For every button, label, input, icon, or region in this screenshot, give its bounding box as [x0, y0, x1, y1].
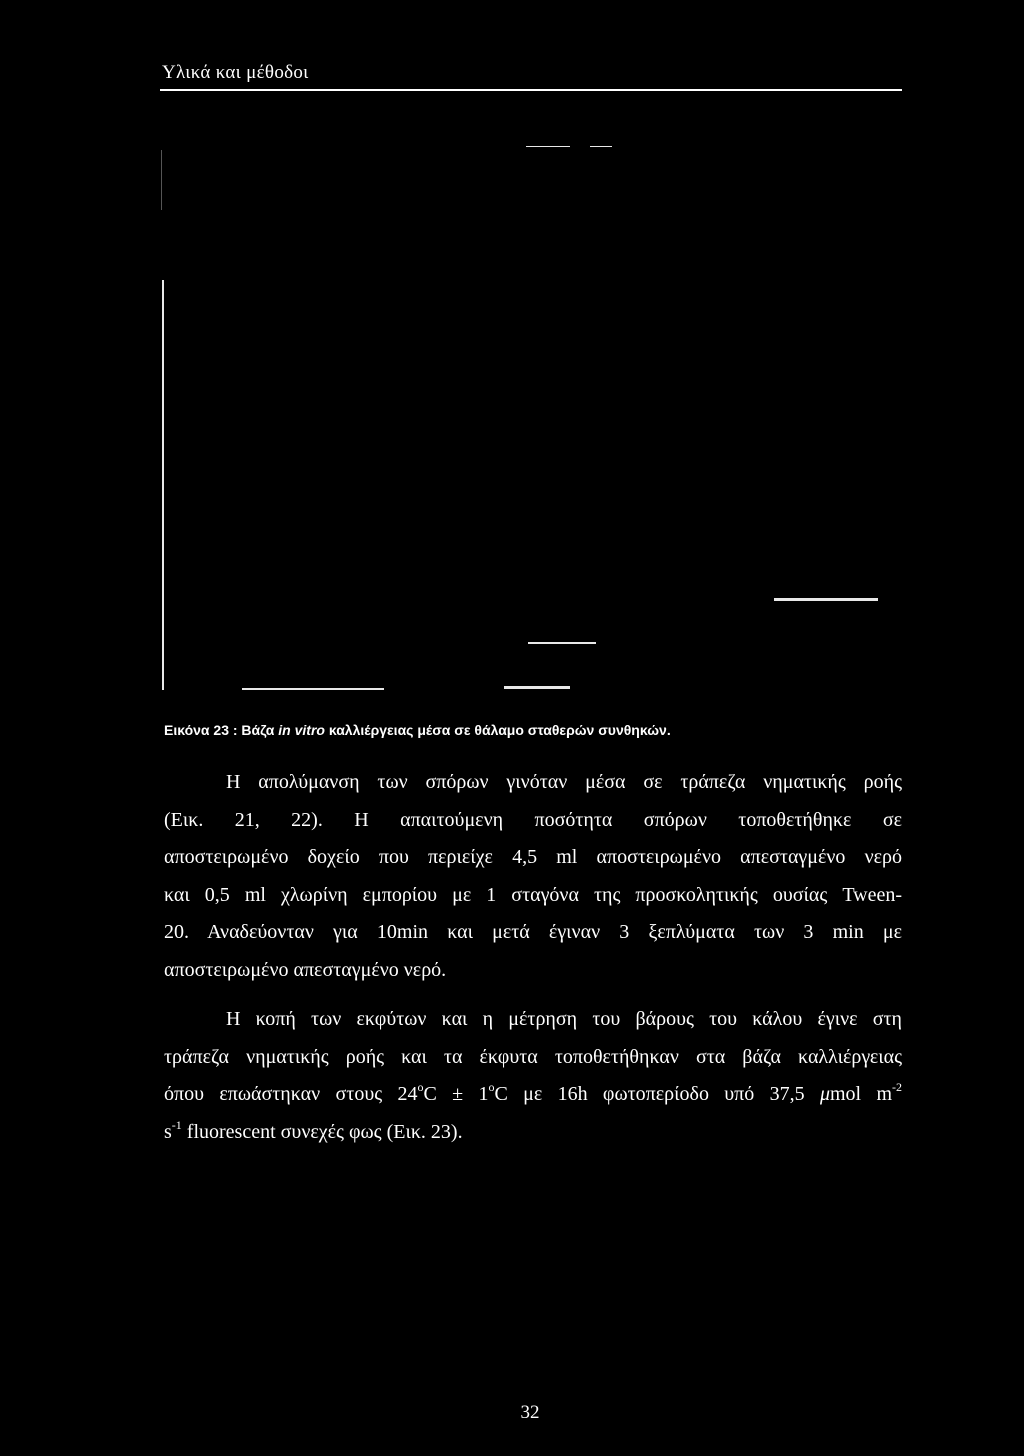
text-line: αποστειρωμένο δοχείο που περιείχε 4,5 ml αποστειρωμένο απεσταγμένο νερό	[164, 846, 902, 868]
text-line: τράπεζα νηματικής ροής και τα έκφυτα τοποθετήθηκαν στα βάζα καλλιέργειας	[164, 1045, 902, 1068]
figure-caption: Εικόνα 23 : Βάζα in vitro καλλιέργειας μέσα σε θάλαμο σταθερών συνθηκών.	[164, 722, 671, 738]
figure-edge-bottom	[242, 688, 384, 690]
text-line: και 0,5 ml χλωρίνη εμπορίου με 1 σταγόνα της προσκολητικής ουσίας Tween-	[164, 883, 902, 906]
paragraph-1	[164, 764, 902, 989]
paragraph-2	[164, 1001, 902, 1151]
figure-frame-left-lower	[162, 558, 164, 690]
text-line: όπου επωάστηκαν στους $24^oC \pm 1^oC$ με 16h φωτοπερίοδο υπό 37,5 μmol $m^{-2}$	[164, 1080, 903, 1105]
figure-photo	[150, 110, 910, 710]
figure-edge-right	[774, 598, 878, 601]
text-line: Η απολύμανση των σπόρων γινόταν μέσα σε τράπεζα νηματικής ροής	[226, 771, 902, 793]
figure-mark	[161, 150, 162, 210]
text-line: 20. Αναδεύονταν για 10min και μετά έγιναν 3 ξεπλύματα των 3 min με	[164, 921, 902, 943]
text-line: αποστειρωμένο απεσταγμένο νερό.	[164, 958, 447, 981]
running-header: Υλικά και μέθοδοι	[162, 62, 309, 83]
page-number: 32	[520, 1402, 540, 1423]
figure-edge-bottom	[504, 686, 570, 689]
figure-frame-left	[162, 280, 164, 580]
header-rule	[160, 89, 902, 91]
text-line: $s^{-1}$ fluorescent συνεχές φως (Εικ. 23).	[164, 1117, 463, 1143]
figure-edge-top	[590, 146, 612, 147]
figure-edge-top	[526, 146, 570, 147]
text-line: Η κοπή των εκφύτων και η μέτρηση του βάρους του κάλου έγινε στη	[226, 1008, 902, 1030]
figure-edge-mid	[528, 642, 596, 644]
text-line: (Εικ. 21, 22). Η απαιτούμενη ποσότητα σπόρων τοποθετήθηκε σε	[164, 808, 902, 831]
